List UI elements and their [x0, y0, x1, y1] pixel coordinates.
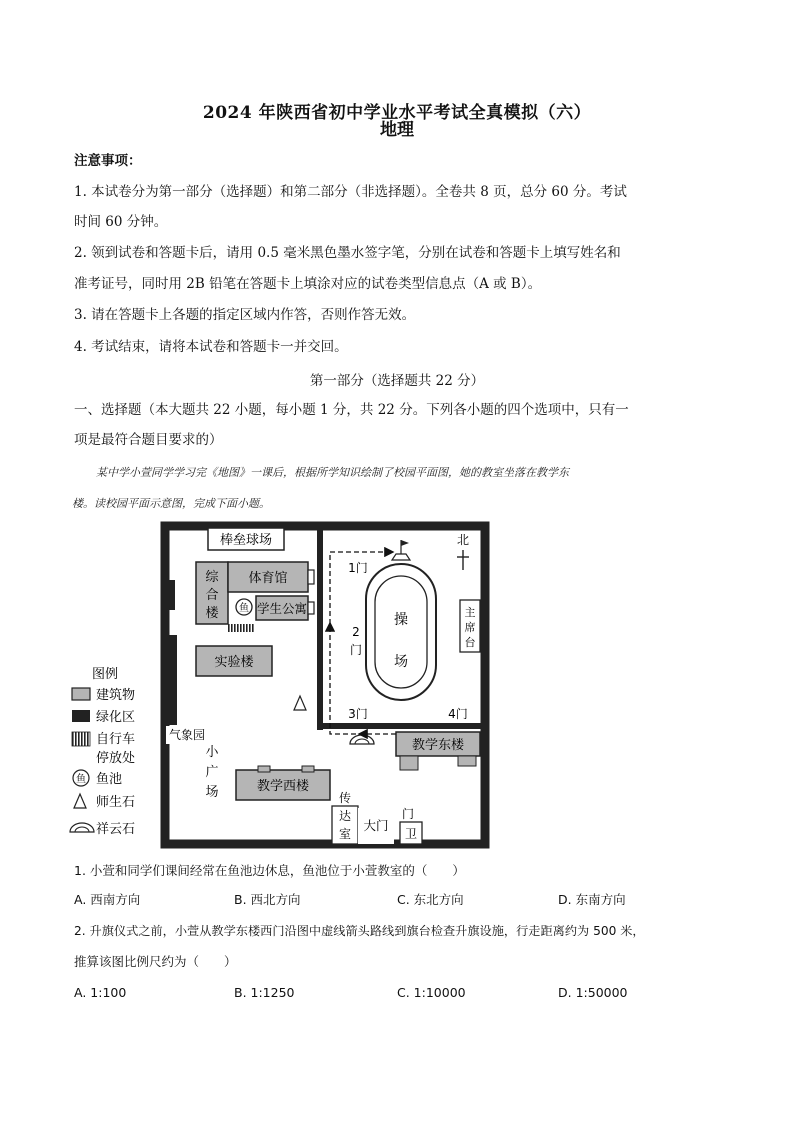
campus-map	[66, 520, 496, 850]
plaza-char2: 广	[205, 765, 219, 780]
legend-stone-icon	[74, 794, 86, 808]
svg-text:鱼: 鱼	[76, 774, 86, 785]
notice-heading: 注意事项：	[74, 153, 142, 169]
complex-building-char1: 综	[205, 570, 219, 585]
notice-line-2: 时间 60 分钟。	[74, 214, 168, 230]
north-label: 北	[456, 533, 470, 547]
gate-3-label: 3门	[348, 707, 368, 721]
gate-2-char1: 2	[352, 625, 360, 639]
complex-building-char2: 合	[205, 588, 219, 603]
guard-char2: 卫	[404, 827, 418, 841]
gate-4-label: 4门	[448, 707, 468, 721]
reception-char1: 传	[338, 791, 352, 805]
complex-building-char3: 楼	[205, 606, 219, 621]
flag-platform	[392, 554, 410, 560]
question-2-option-b: B. 1:1250	[234, 985, 295, 1000]
legend-bike-swatch	[72, 732, 90, 746]
part1-heading: 第一部分（选择题共 22 分）	[309, 373, 485, 389]
question-2-stem-line-2: 推算该图比例尺约为（ ）	[74, 954, 237, 969]
playground-char1: 操	[394, 612, 408, 628]
notice-line-4: 准考证号，同时用 2B 铅笔在答题卡上填涂对应的试卷类型信息点（A 或 B）。	[74, 276, 542, 292]
subject-title: 地理	[380, 120, 414, 140]
part1-instruction-1: 一、选择题（本大题共 22 小题，每小题 1 分，共 22 分。下列各小题的四个选项中，只有一	[74, 402, 629, 418]
question-1-stem: 1. 小萱和同学们课间经常在鱼池边休息，鱼池位于小萱教室的（ ）	[74, 863, 465, 878]
reception-char3: 室	[338, 827, 352, 841]
gym-label: 体育馆	[248, 571, 288, 586]
student-dorm-label: 学生公寓	[256, 601, 308, 616]
fish-pond-symbol: 鱼	[239, 603, 249, 614]
legend-green-swatch	[72, 710, 90, 722]
part1-instruction-2: 项是最符合题目要求的）	[74, 432, 223, 448]
question-1-option-c: C. 东北方向	[397, 892, 464, 907]
lab-building-label: 实验楼	[214, 655, 254, 670]
playground-char2: 场	[394, 654, 408, 670]
legend-stone-label: 师生石	[96, 795, 136, 810]
east-teaching-building-label: 教学东楼	[411, 738, 465, 753]
notice-line-6: 4. 考试结束，请将本试卷和答题卡一并交回。	[74, 339, 348, 355]
legend-fish-label: 鱼池	[96, 772, 123, 787]
stand-char2: 席	[464, 621, 476, 634]
question-1-option-d: D. 东南方向	[558, 892, 626, 907]
gate-2-char2: 门	[349, 643, 363, 657]
question-2-option-c: C. 1:10000	[397, 985, 466, 1000]
legend-building-swatch	[72, 688, 90, 700]
legend-building-label: 建筑物	[96, 688, 136, 703]
notice-line-5: 3. 请在答题卡上各题的指定区域内作答，否则作答无效。	[74, 307, 416, 323]
teacher-student-stone	[294, 696, 306, 710]
legend-cloud-label: 祥云石	[96, 822, 136, 837]
baseball-field-label: 棒垒球场	[219, 533, 273, 548]
plaza-char3: 场	[205, 785, 219, 800]
question-1-option-b: B. 西北方向	[234, 892, 301, 907]
weather-garden-label: 气象园	[168, 728, 206, 742]
question-2-option-d: D. 1:50000	[558, 985, 628, 1000]
legend-bike-label-2: 停放处	[96, 751, 136, 766]
intro-line-2: 楼。读校园平面示意图，完成下面小题。	[72, 497, 270, 510]
legend-green-label: 绿化区	[96, 710, 136, 725]
gate-1-label: 1门	[348, 561, 368, 575]
west-teaching-building-label: 教学西楼	[256, 779, 310, 794]
stand-char1: 主	[464, 606, 476, 619]
notice-line-3: 2. 领到试卷和答题卡后，请用 0.5 毫米黑色墨水签字笔，分别在试卷和答题卡上填写姓名和	[74, 245, 621, 261]
notice-line-1: 1. 本试卷分为第一部分（选择题）和第二部分（非选择题）。全卷共 8 页，总分 60 分。考试	[74, 184, 627, 200]
exam-title: 2024 年陕西省初中学业水平考试全真模拟（六）	[202, 103, 592, 123]
intro-line-1: 某中学小萱同学学习完《地图》一课后，根据所学知识绘制了校园平面图，她的教室坐落在教学东	[96, 466, 569, 479]
legend-bike-label-1: 自行车	[96, 732, 136, 747]
stand-char3: 台	[464, 636, 476, 649]
reception-char2: 达	[338, 809, 352, 823]
legend-title: 图例	[92, 667, 119, 682]
question-2-stem-line-1: 2. 升旗仪式之前，小萱从教学东楼西门沿图中虚线箭头路线到旗台检查升旗设施，行走距离约为 500 米，	[74, 924, 645, 938]
plaza-char1: 小	[205, 745, 219, 760]
question-1-option-a: A. 西南方向	[74, 892, 141, 907]
question-2-option-a: A. 1:100	[74, 985, 127, 1000]
main-gate-label: 大门	[363, 818, 389, 833]
guard-char1: 门	[401, 807, 415, 821]
